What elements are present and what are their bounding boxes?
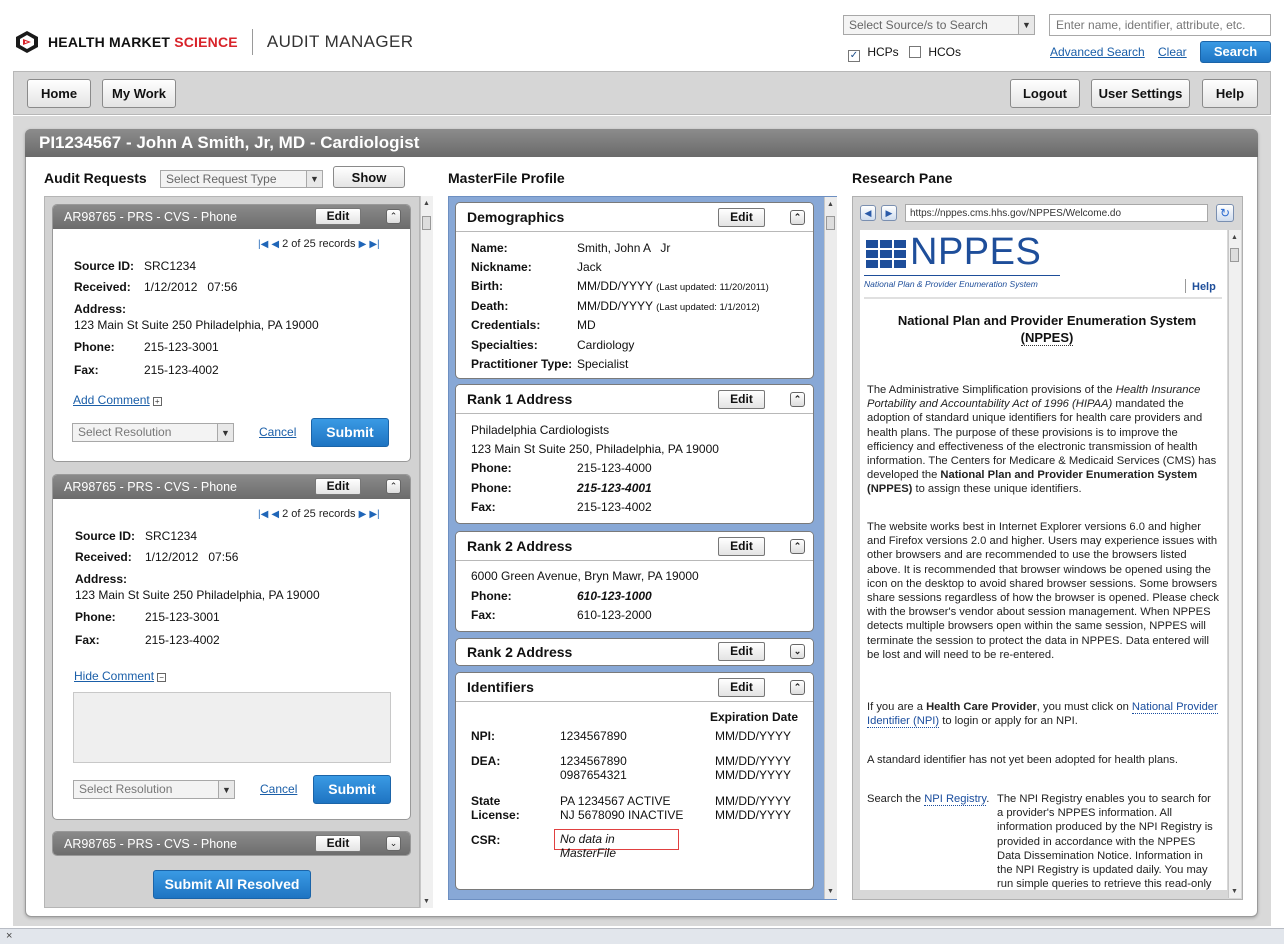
dea-expiration: MM/DD/YYYY xyxy=(715,768,792,782)
nppes-logo: NPPES xyxy=(910,231,1042,273)
hcos-checkbox[interactable] xyxy=(909,46,921,58)
show-button[interactable]: Show xyxy=(333,166,405,188)
audit-scroll-thumb[interactable] xyxy=(422,216,431,230)
state-license-value: PA 1234567 ACTIVE xyxy=(560,794,671,808)
refresh-icon[interactable]: ↻ xyxy=(1216,204,1234,222)
request-type-select[interactable]: Select Request Type ▼ xyxy=(160,170,323,188)
npi-link[interactable]: National Provider Identifier (NPI) xyxy=(867,701,1218,728)
chevron-down-icon: ▼ xyxy=(218,781,234,798)
specialties-label: Specialties: xyxy=(471,338,538,352)
masterfile-heading: MasterFile Profile xyxy=(448,170,565,186)
submit-button[interactable]: Submit xyxy=(313,775,391,804)
source-id-label: Source ID: xyxy=(75,529,136,543)
audit-request-header xyxy=(53,205,410,229)
source-id-value: SRC1234 xyxy=(144,259,197,273)
comment-textarea[interactable] xyxy=(73,692,391,763)
rank2-address-panel-collapsed xyxy=(455,638,814,666)
help-divider xyxy=(1185,279,1186,293)
edit-button[interactable]: Edit xyxy=(718,642,765,661)
prev-page-icon[interactable]: ◀ xyxy=(271,239,280,250)
user-settings-button[interactable]: User Settings xyxy=(1091,79,1190,108)
death-value: MM/DD/YYYY (Last updated: 1/1/2012) xyxy=(577,299,760,313)
next-page-icon[interactable]: ▶ xyxy=(358,509,367,520)
nppes-logo-subtitle: National Plan & Provider Enumeration System xyxy=(864,279,1038,289)
audit-request-title: AR98765 - PRS - CVS - Phone xyxy=(64,210,237,224)
my-work-button[interactable]: My Work xyxy=(102,79,176,108)
credentials-label: Credentials: xyxy=(471,318,541,332)
nppes-paragraph-5: The NPI Registry enables you to search for a provider's NPPES information. All information produced by the NPI Registry is provided in accordance with the NPPES Data Dissemination Notice. Information in the NPI Registry is updated daily. You may run simple queries to retrieve this read-only xyxy=(997,793,1213,891)
state-license-expiration: MM/DD/YYYY xyxy=(715,794,792,808)
fax-value: 215-123-4002 xyxy=(144,363,219,377)
practitioner-type-label: Practitioner Type: xyxy=(471,357,573,371)
edit-button[interactable]: Edit xyxy=(718,537,765,556)
phone-value: 215-123-4000 xyxy=(577,461,652,475)
scroll-up-icon[interactable]: ▲ xyxy=(827,201,834,208)
header-divider xyxy=(252,29,253,55)
practitioner-type-value: Specialist xyxy=(577,357,629,371)
collapse-icon[interactable]: ⌃ xyxy=(790,680,805,695)
nppes-paragraph-4: A standard identifier has not yet been adopted for health plans. xyxy=(867,754,1178,766)
audit-scrollbar[interactable] xyxy=(420,196,433,908)
rank1-practice-name: Philadelphia Cardiologists xyxy=(471,423,610,437)
death-label: Death: xyxy=(471,299,509,313)
research-scroll-thumb[interactable] xyxy=(1230,248,1239,262)
scroll-down-icon[interactable]: ▼ xyxy=(1231,888,1238,895)
csr-label: CSR: xyxy=(471,833,501,847)
last-page-icon[interactable]: ▶| xyxy=(369,509,380,520)
fax-label: Fax: xyxy=(74,363,99,377)
source-id-value: SRC1234 xyxy=(145,529,198,543)
edit-button[interactable]: Edit xyxy=(315,208,361,225)
audit-request-title: AR98765 - PRS - CVS - Phone xyxy=(64,480,237,494)
nppes-paragraph-2: The website works best in Internet Explorer versions 6.0 and higher and Firefox versions 2.0 and higher. Users may experience issues with other browsers and are recommended to use the browsers listed above. It is recommended that browser windows be opened using the icon on the desktop to avoid shared browser sessions. Some browsers share sessions regardless of how the browser is opened. Please check with the browser's vendor about session management. When NPPES detects multiple browsers open within the same session, NPPES will terminate the session to protect the data in NPPES. Data entered will be lost and will need to be re-entered. xyxy=(867,521,1219,661)
dea-value: 1234567890 xyxy=(560,754,627,768)
fax-label: Fax: xyxy=(471,608,496,622)
record-pager: |◀ ◀ 2 of 25 records ▶ ▶| xyxy=(258,508,380,520)
npi-registry-label: Search the NPI Registry. xyxy=(867,793,990,805)
demographics-header: Demographics Edit ⌃ xyxy=(456,203,813,232)
dea-value: 0987654321 xyxy=(560,768,627,782)
phone-value-highlight: 215-123-4001 xyxy=(577,481,652,495)
rank1-street: 123 Main St Suite 250, Philadelphia, PA 19000 xyxy=(471,442,719,456)
edit-button[interactable]: Edit xyxy=(718,390,765,409)
received-label: Received: xyxy=(75,550,132,564)
cancel-link[interactable]: Cancel xyxy=(260,782,298,796)
advanced-search-link[interactable]: Advanced Search xyxy=(1050,45,1145,59)
brand-logo[interactable] xyxy=(14,30,413,54)
npi-value: 1234567890 xyxy=(560,729,627,743)
birth-label: Birth: xyxy=(471,279,503,293)
phone-value: 215-123-3001 xyxy=(144,340,219,354)
home-button[interactable]: Home xyxy=(27,79,91,108)
collapse-icon[interactable]: ⌃ xyxy=(386,209,401,224)
fax-value: 215-123-4002 xyxy=(145,633,220,647)
close-icon[interactable]: × xyxy=(6,930,13,942)
last-page-icon[interactable]: ▶| xyxy=(369,239,380,250)
name-value: Smith, John A Jr xyxy=(577,241,671,255)
research-pane-heading: Research Pane xyxy=(852,170,953,186)
expand-icon[interactable]: ⌄ xyxy=(386,836,401,851)
state-license-expiration: MM/DD/YYYY xyxy=(715,808,792,822)
chevron-down-icon: ▼ xyxy=(306,171,322,187)
logout-button[interactable]: Logout xyxy=(1010,79,1080,108)
fax-label: Fax: xyxy=(75,633,100,647)
received-label: Received: xyxy=(74,280,131,294)
dea-expiration: MM/DD/YYYY xyxy=(715,754,792,768)
phone-label: Phone: xyxy=(74,340,115,354)
phone-label: Phone: xyxy=(471,589,512,603)
audit-request-header xyxy=(53,832,410,856)
masterfile-scrollbar[interactable] xyxy=(824,197,837,899)
nppes-paragraph-3: If you are a Health Care Provider, you must click on National Provider Identifier (NPI) to login or apply for an NPI. xyxy=(867,701,1218,728)
state-license-label: State xyxy=(471,794,501,808)
scroll-up-icon[interactable]: ▲ xyxy=(423,200,430,207)
record-pager: |◀ ◀ 2 of 25 records ▶ ▶| xyxy=(258,238,380,250)
hcps-checkbox-row[interactable]: ✓ HCPs xyxy=(849,45,899,61)
phone-label: Phone: xyxy=(471,461,512,475)
first-page-icon[interactable]: |◀ xyxy=(258,239,269,250)
collapse-icon[interactable]: ⌃ xyxy=(386,479,401,494)
edit-button[interactable]: Edit xyxy=(718,208,765,227)
phone-label: Phone: xyxy=(471,481,512,495)
received-value: 1/12/2012 07:56 xyxy=(145,550,239,564)
received-value: 1/12/2012 07:56 xyxy=(144,280,238,294)
source-id-label: Source ID: xyxy=(74,259,135,273)
hcos-checkbox-row[interactable]: HCOs xyxy=(909,45,961,59)
hcps-checkbox[interactable]: ✓ xyxy=(849,50,859,61)
state-license-value: NJ 5678090 INACTIVE xyxy=(560,808,684,822)
csr-missing-badge: No data in MasterFile xyxy=(554,829,679,850)
rank1-address-header: Rank 1 Address Edit ⌃ xyxy=(456,385,813,414)
phone-label: Phone: xyxy=(75,610,116,624)
fax-value: 215-123-4002 xyxy=(577,500,652,514)
page-divider xyxy=(864,297,1222,299)
logo-underline xyxy=(864,275,1060,276)
nickname-label: Nickname: xyxy=(471,260,532,274)
collapse-icon[interactable]: ⌃ xyxy=(790,539,805,554)
address-value: 123 Main St Suite 250 Philadelphia, PA 19000 xyxy=(74,318,319,332)
add-comment-link[interactable]: Add Comment + xyxy=(73,393,162,407)
nppes-grid-icon xyxy=(866,240,908,270)
audit-request-panel-collapsed xyxy=(52,831,411,856)
npi-registry-link[interactable]: NPI Registry xyxy=(924,793,987,805)
forward-icon[interactable]: ▶ xyxy=(881,205,897,221)
credentials-value: MD xyxy=(577,318,596,332)
address-label: Address: xyxy=(74,302,127,316)
collapse-icon: − xyxy=(157,673,166,682)
rank2-address-header: Rank 2 Address Edit ⌃ xyxy=(456,532,813,561)
resolution-select[interactable]: Select Resolution ▼ xyxy=(72,423,234,442)
identifiers-header: Identifiers Edit ⌃ xyxy=(456,673,813,702)
cancel-link[interactable]: Cancel xyxy=(259,425,297,439)
phone-value-highlight: 610-123-1000 xyxy=(577,589,652,603)
next-page-icon[interactable]: ▶ xyxy=(358,239,367,250)
edit-button[interactable]: Edit xyxy=(718,678,765,697)
dea-label: DEA: xyxy=(471,754,501,768)
profile-title: PI1234567 - John A Smith, Jr, MD - Cardiologist xyxy=(25,129,1258,157)
source-select[interactable]: Select Source/s to Search ▼ xyxy=(843,15,1035,35)
brand-name: HEALTH MARKET SCIENCE xyxy=(48,34,238,50)
expiration-date-header: Expiration Date xyxy=(710,710,799,724)
prev-page-icon[interactable]: ◀ xyxy=(271,509,280,520)
state-license-label: License: xyxy=(471,808,520,822)
specialties-value: Cardiology xyxy=(577,338,635,352)
name-label: Name: xyxy=(471,241,508,255)
help-button[interactable]: Help xyxy=(1202,79,1258,108)
expand-icon[interactable]: ⌄ xyxy=(790,644,805,659)
resolution-select[interactable]: Select Resolution ▼ xyxy=(73,780,235,799)
url-bar[interactable]: https://nppes.cms.hhs.gov/NPPES/Welcome.do xyxy=(905,204,1208,222)
phone-value: 215-123-3001 xyxy=(145,610,220,624)
edit-button[interactable]: Edit xyxy=(315,478,361,495)
audit-requests-heading: Audit Requests xyxy=(44,170,147,186)
chevron-down-icon: ▼ xyxy=(1018,16,1034,34)
search-input[interactable]: Enter name, identifier, attribute, etc. xyxy=(1049,14,1271,36)
npi-label: NPI: xyxy=(471,729,495,743)
audit-request-header xyxy=(53,475,410,499)
birth-value: MM/DD/YYYY (Last updated: 11/20/2011) xyxy=(577,279,769,293)
collapse-icon[interactable]: ⌃ xyxy=(790,210,805,225)
nppes-paragraph-1: The Administrative Simplification provisions of the Health Insurance Portability and Accountability Act of 1996 (HIPAA) mandated the adoption of standard unique identifiers for health care providers and health plans. The purpose of these provisions is to improve the efficiency and effectiveness of the electronic transmission of health information. The Centers for Medicare & Medicaid Services (CMS) has developed the National Plan and Provider Enumeration System (NPPES) to assign these unique identifiers. xyxy=(867,384,1217,496)
scroll-down-icon[interactable]: ▼ xyxy=(827,888,834,895)
back-icon[interactable]: ◀ xyxy=(860,205,876,221)
address-label: Address: xyxy=(75,572,128,586)
first-page-icon[interactable]: |◀ xyxy=(258,509,269,520)
nickname-value: Jack xyxy=(577,260,602,274)
scroll-down-icon[interactable]: ▼ xyxy=(423,898,430,905)
submit-all-resolved-button[interactable]: Submit All Resolved xyxy=(153,870,311,899)
status-bar xyxy=(0,928,1284,944)
research-scrollbar[interactable] xyxy=(1228,230,1241,898)
chevron-down-icon: ▼ xyxy=(217,424,233,441)
fax-label: Fax: xyxy=(471,500,496,514)
hide-comment-link[interactable]: Hide Comment − xyxy=(74,669,166,683)
nav-bar xyxy=(13,71,1271,115)
address-value: 123 Main St Suite 250 Philadelphia, PA 19000 xyxy=(75,588,320,602)
audit-request-panel xyxy=(52,474,411,820)
audit-request-title: AR98765 - PRS - CVS - Phone xyxy=(64,837,237,851)
rank2-address-header: Rank 2 Address Edit ⌄ xyxy=(456,639,813,666)
edit-button[interactable]: Edit xyxy=(315,835,361,852)
submit-button[interactable]: Submit xyxy=(311,418,389,447)
nppes-help-link[interactable]: Help xyxy=(1192,281,1216,293)
collapse-icon[interactable]: ⌃ xyxy=(790,392,805,407)
scroll-up-icon[interactable]: ▲ xyxy=(1231,234,1238,241)
nppes-page-title: National Plan and Provider Enumeration System (NPPES) xyxy=(897,313,1197,345)
expand-icon: + xyxy=(153,397,162,406)
hms-logo-icon xyxy=(14,30,40,54)
npi-expiration: MM/DD/YYYY xyxy=(715,729,792,743)
clear-link[interactable]: Clear xyxy=(1158,45,1187,59)
app-title: AUDIT MANAGER xyxy=(266,32,414,51)
fax-value: 610-123-2000 xyxy=(577,608,652,622)
search-button[interactable]: Search xyxy=(1200,41,1271,63)
rank2-street: 6000 Green Avenue, Bryn Mawr, PA 19000 xyxy=(471,569,699,583)
masterfile-scroll-thumb[interactable] xyxy=(826,216,835,230)
